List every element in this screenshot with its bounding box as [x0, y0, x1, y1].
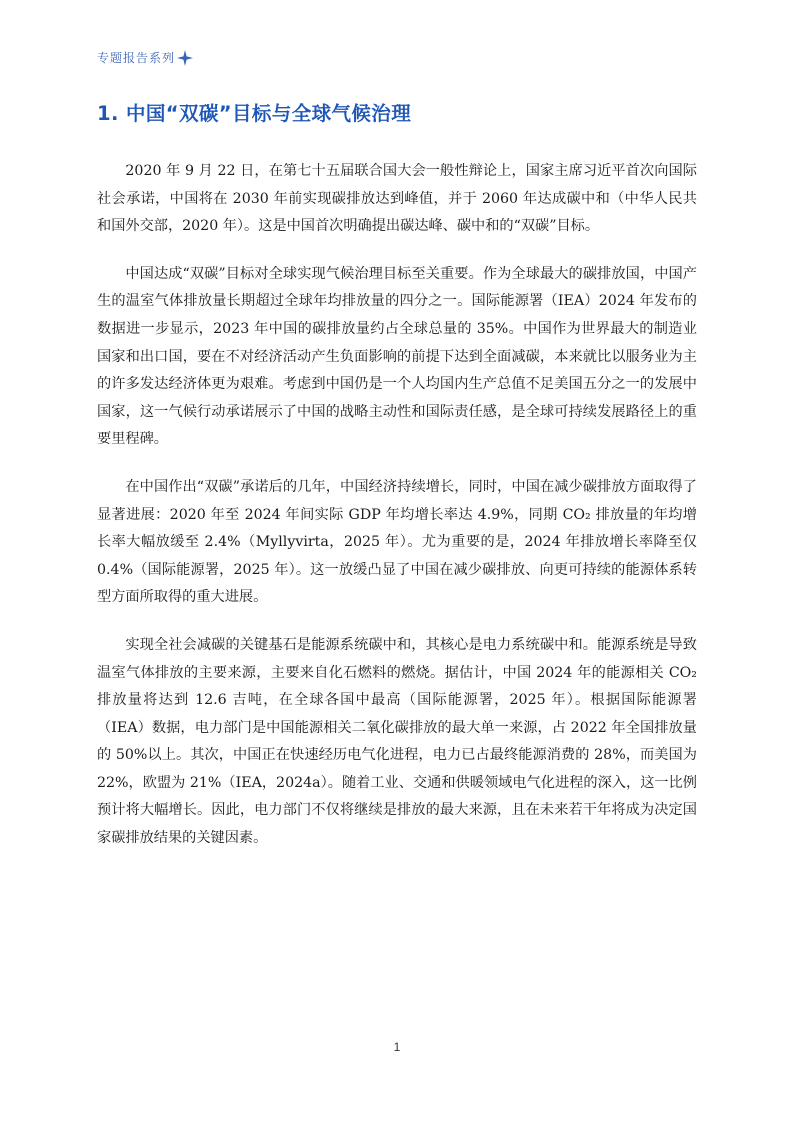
paragraph-3: 在中国作出“双碳”承诺后的几年，中国经济持续增长，同时，中国在减少碳排放方面取得了显著进展：2020 年至 2024 年间实际 GDP 年均增长率达 4.9%，同期 CO₂ 排放量的年均增长率大幅放缓至 2.4%（Myllyvirta，2025 年）。尤为重要的是，2024 年排放增长率降至仅 0.4%（国际能源署，2025 年）。这一放缓凸显了中国在减少碳排放、向更可持续的能源体系转型方面所取得的重大进展。 — [97, 478, 697, 606]
paragraph-2: 中国达成“双碳”目标对全球实现气候治理目标至关重要。作为全球最大的碳排放国，中国产生的温室气体排放量长期超过全球年均排放量的四分之一。国际能源署（IEA）2024 年发布的数据进一步显示，2023 年中国的碳排放量约占全球总量的 35%。中国作为世界最大的制造业国家和出口国，要在不对经济活动产生负面影响的前提下达到全面减碳，本来就比以服务业为主的许多发达经济体更为艰难。考虑到中国仍是一个人均国内生产总值不足美国五分之一的发展中国家，这一气候行动承诺展示了中国的战略主动性和国际责任感，是全球可持续发展路径上的重要里程碑。 — [97, 265, 697, 448]
body-text — [97, 158, 697, 873]
paragraph-1: 2020 年 9 月 22 日，在第七十五届联合国大会一般性辩论上，国家主席习近平首次向国际社会承诺，中国将在 2030 年前实现碳排放达到峰值，并于 2060 年达成碳中和（中华人民共和国外交部，2020 年）。这是中国首次明确提出碳达峰、碳中和的“双碳”目标。 — [97, 163, 697, 235]
report-series-header — [97, 49, 193, 66]
page-number: 1 — [393, 1040, 401, 1054]
paragraph-4: 实现全社会减碳的关键基石是能源系统碳中和，其核心是电力系统碳中和。能源系统是导致温室气体排放的主要来源，主要来自化石燃料的燃烧。据估计，中国 2024 年的能源相关 CO₂ 排放量将达到 12.6 吉吨，在全球各国中最高（国际能源署，2025 年）。根据国际能源署（IEA）数据，电力部门是中国能源相关二氧化碳排放的最大单一来源，占 2022 年全国排放量的 50%以上。其次，中国正在快速经历电气化进程，电力已占最终能源消费的 28%，而美国为 22%，欧盟为 21%（IEA，2024a）。随着工业、交通和供暖领域电气化进程的深入，这一比例预计将大幅增长。因此，电力部门不仅将继续是排放的最大来源，且在未来若干年将成为决定国家碳排放结果的关键因素。 — [97, 636, 697, 847]
series-label: 专题报告系列 — [97, 51, 176, 65]
four-point-star-icon — [177, 50, 193, 66]
section-title: 1. 中国“双碳”目标与全球气候治理 — [97, 102, 412, 125]
